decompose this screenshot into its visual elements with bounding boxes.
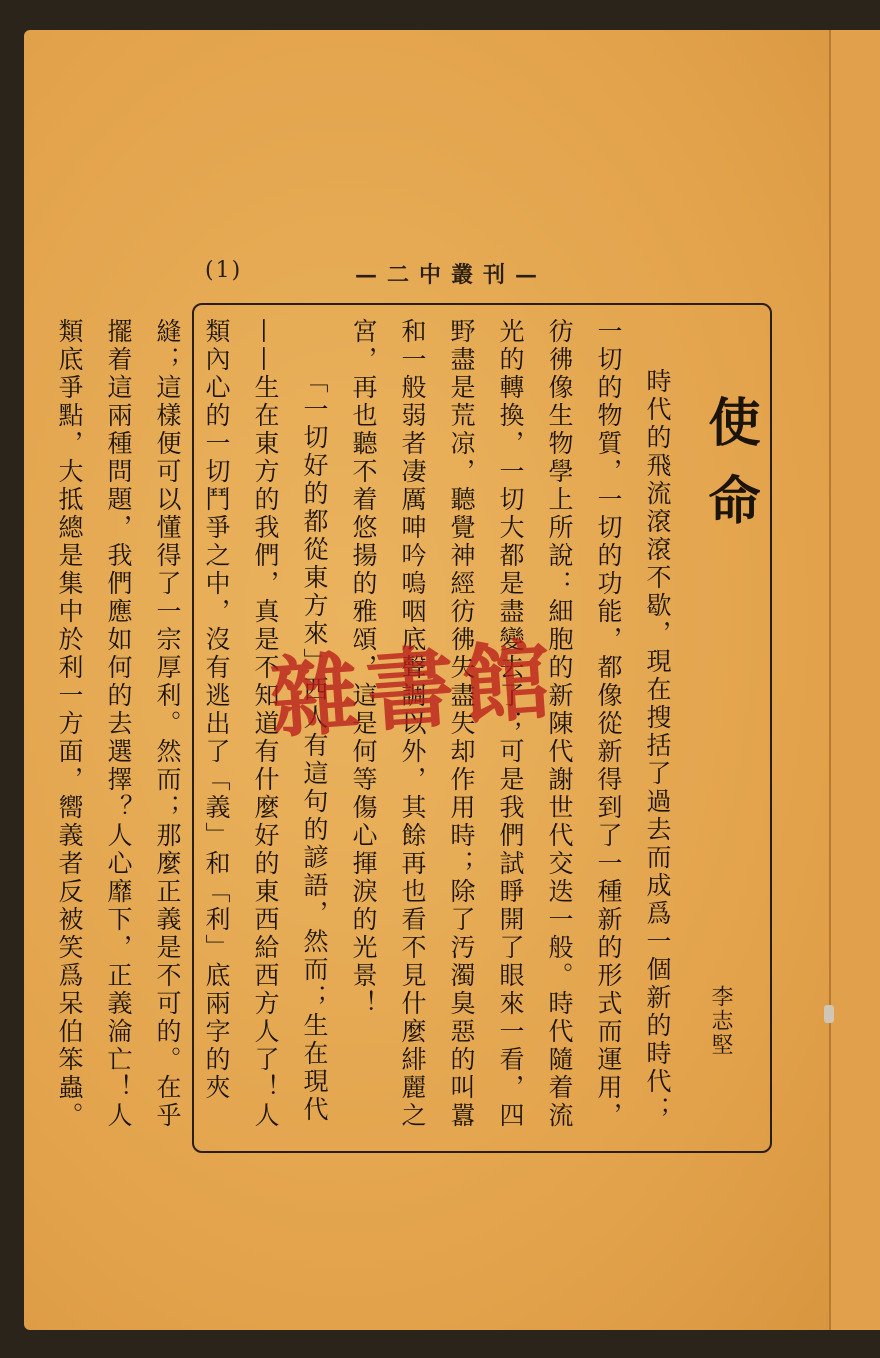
page-header bbox=[0, 258, 880, 294]
article-author: 李志堅 bbox=[708, 985, 733, 1057]
binding-mark bbox=[824, 1005, 834, 1023]
article-title: 使命 bbox=[699, 395, 760, 551]
library-stamp: 雜書館 bbox=[267, 627, 562, 751]
page-number: (1) bbox=[205, 258, 243, 283]
next-page-edge bbox=[829, 30, 880, 1330]
paragraph: 時代的飛流滾滾不歇，現在搜括了過去而成爲一個新的時代；一切的物質，一切的功能，都像從新得到了一種新的形式而運用，彷彿像生物學上所說：細胞的新陳代謝世代交迭一般。時代隨着流光的轉換，一切大都是盡變去了；可是我們試睜開了眼來一看，四野盡是荒凉，聽覺神經彷彿失盡失却作用時；除了汚濁臭惡的叫囂和一般弱者凄厲呻吟嗚咽底聲調以外，其餘再也看不見什麼緋麗之宮，再也聽不着悠揚的雅頌，這是何等傷心揮淚的光景！ bbox=[349, 318, 672, 1130]
journal-title: —二中叢刊— bbox=[355, 262, 548, 288]
paragraph: 「一切好的都從東方來」西人有這句的諺語，然而；生在現代——生在東方的我們，真是不知道有什麼好的東西給西方人了！人類內心的一切鬥爭之中，沒有逃出了「義」和「利」底兩字的夾縫；這樣便可以懂得了一宗厚利。然而；那麼正義是不可的。在乎擺着這兩種問題，我們應如何的去選擇？人心靡下，正義淪亡！人類底爭點，大抵總是集中於利一方面，嚮義者反被笑爲呆伯笨蟲。 bbox=[55, 318, 329, 1130]
